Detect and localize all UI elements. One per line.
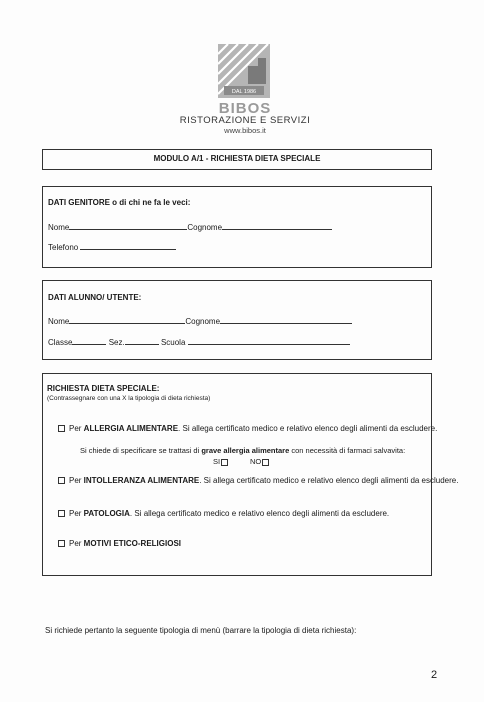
parent-cognome-field[interactable]: [222, 221, 332, 230]
intolleranza-rest: . Si allega certificato medico e relativo elenco degli alimenti da escludere.: [199, 476, 459, 485]
patologia-prefix: Per: [69, 509, 84, 518]
student-name-row: [48, 315, 352, 327]
student-classe-field[interactable]: [72, 336, 106, 345]
no-label: NO: [250, 457, 262, 466]
logo-badge: DAL 1986: [231, 89, 257, 95]
option-motivi: [58, 539, 181, 549]
motivi-bold: MOTIVI ETICO-RELIGIOSI: [83, 539, 182, 548]
student-sez-field[interactable]: [125, 336, 159, 345]
parent-section: [42, 186, 432, 268]
parent-nome-field[interactable]: [69, 221, 187, 230]
parent-nome-label: Nome: [48, 223, 70, 232]
parent-heading: DATI GENITORE o di chi ne fa le veci:: [48, 198, 191, 207]
option-intolleranza: [58, 476, 458, 486]
student-sez-label: Sez.: [108, 338, 125, 347]
parent-telefono-field[interactable]: [80, 241, 176, 250]
student-cognome-label: Cognome: [185, 317, 221, 326]
si-checkbox[interactable]: [221, 459, 228, 466]
patologia-rest: . Si allega certificato medico e relativo elenco degli alimenti da escludere.: [129, 509, 390, 518]
grave-bold: grave allergia alimentare: [201, 446, 290, 455]
intolleranza-checkbox[interactable]: [58, 477, 65, 484]
student-class-row: [48, 336, 350, 348]
parent-telefono-label: Telefono: [48, 243, 79, 252]
bibos-logo: [218, 44, 270, 98]
diet-subheading: (Contrassegnare con una X la tipologia di dieta richiesta): [47, 395, 211, 402]
grave-allergia-question: [80, 446, 405, 456]
website: www.bibos.it: [224, 126, 266, 135]
student-nome-field[interactable]: [69, 315, 185, 324]
no-option: [250, 457, 273, 467]
si-label: SI: [213, 457, 221, 466]
allergia-checkbox[interactable]: [58, 425, 65, 432]
grave-pre: Si chiede di specificare se trattasi di: [80, 446, 202, 455]
form-title-box: [42, 149, 432, 170]
allergia-rest: . Si allega certificato medico e relativo elenco degli alimenti da escludere.: [178, 424, 438, 433]
parent-phone-row: [48, 241, 176, 253]
diet-heading: RICHIESTA DIETA SPECIALE:: [47, 384, 160, 393]
option-patologia: [58, 509, 389, 519]
option-allergia: [58, 424, 437, 434]
allergia-bold: ALLERGIA ALIMENTARE: [83, 424, 179, 433]
student-nome-label: Nome: [48, 317, 70, 326]
form-title: MODULO A/1 - RICHIESTA DIETA SPECIALE: [153, 154, 321, 163]
allergia-prefix: Per: [69, 424, 84, 433]
diet-section: [42, 373, 459, 576]
intolleranza-bold: INTOLLERANZA ALIMENTARE: [83, 476, 200, 485]
student-scuola-field[interactable]: [188, 336, 350, 345]
grave-post: con necessità di farmaci salvavita:: [289, 446, 406, 455]
footer-instruction: Si richiede pertanto la seguente tipologia di menù (barrare la tipologia di dieta richiesta):: [45, 626, 357, 635]
no-checkbox[interactable]: [262, 459, 269, 466]
student-cognome-field[interactable]: [220, 315, 352, 324]
motivi-checkbox[interactable]: [58, 540, 65, 547]
page-number: 2: [431, 669, 438, 681]
parent-name-row: [48, 221, 332, 233]
student-heading: DATI ALUNNO/ UTENTE:: [48, 293, 142, 302]
student-scuola-label: Scuola: [160, 338, 186, 347]
si-option: [213, 457, 232, 467]
student-classe-label: Classe: [48, 338, 73, 347]
motivi-prefix: Per: [69, 539, 84, 548]
patologia-bold: PATOLOGIA: [83, 509, 130, 518]
tagline: RISTORAZIONE E SERVIZI: [179, 115, 311, 126]
student-section: [42, 280, 432, 360]
parent-cognome-label: Cognome: [187, 223, 223, 232]
brand-name: BIBOS: [218, 100, 272, 117]
patologia-checkbox[interactable]: [58, 510, 65, 517]
intolleranza-prefix: Per: [69, 476, 84, 485]
